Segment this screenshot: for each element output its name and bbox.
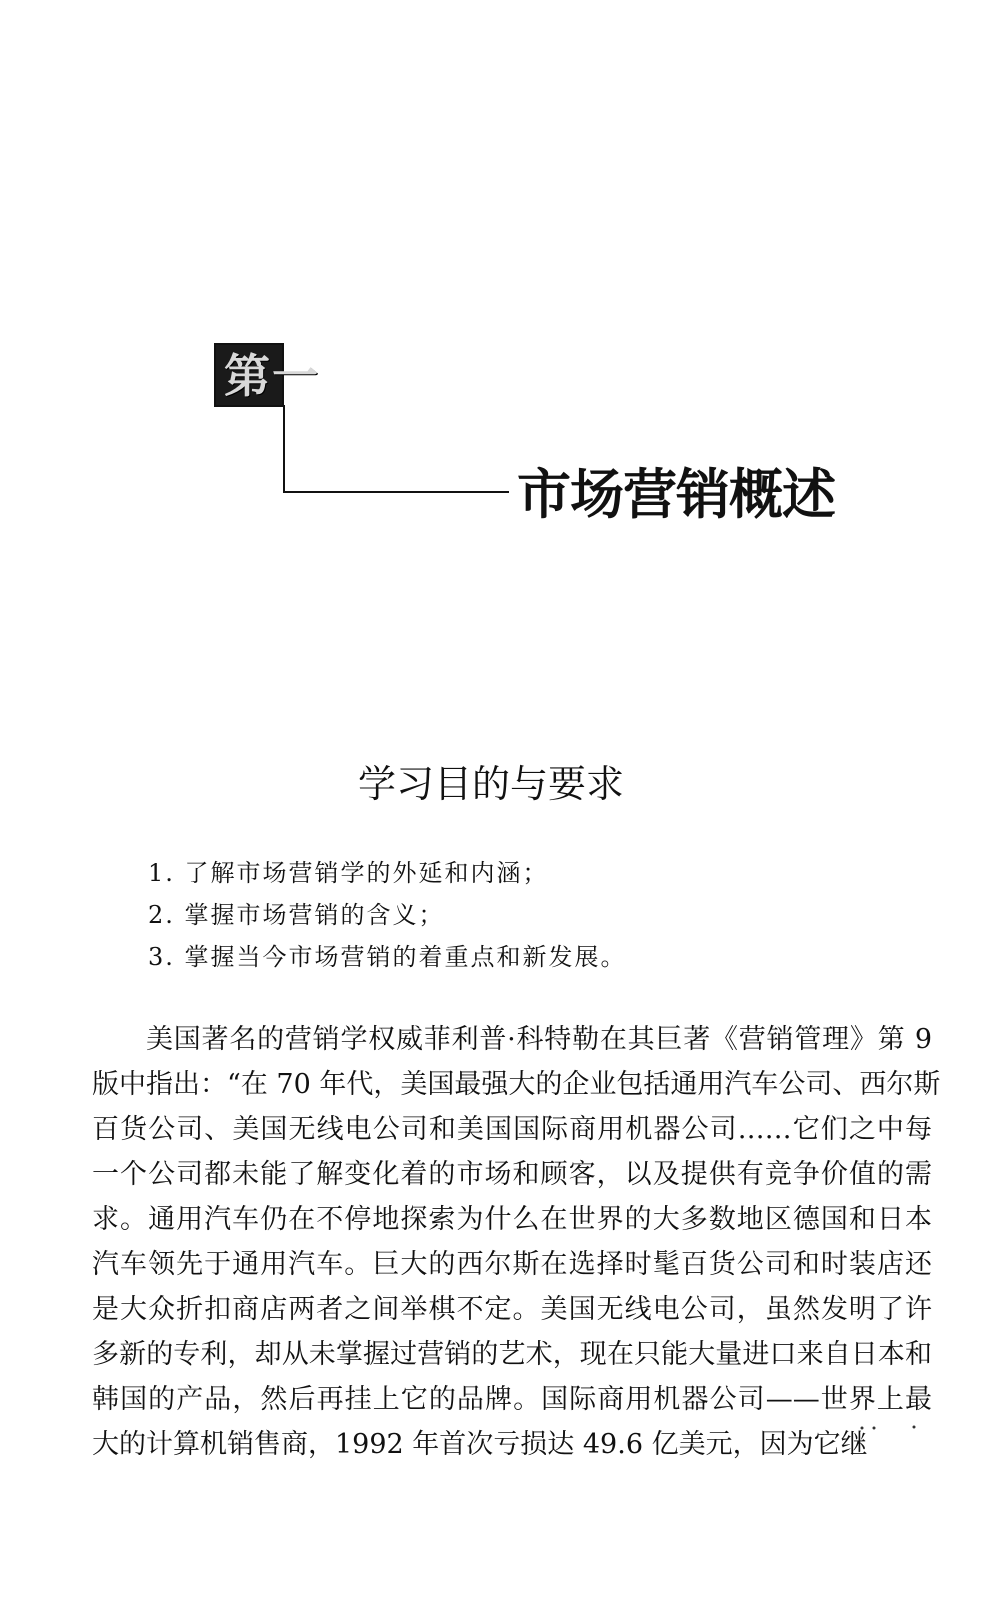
body-line: 一个公司都未能了解变化着的市场和顾客，以及提供有竞争价值的需 [92, 1159, 932, 1190]
objective-item-3: 3. 掌握当今市场营销的着重点和新发展。 [148, 943, 627, 971]
body-paragraph [92, 1017, 941, 1467]
objective-item-1: 1. 了解市场营销学的外延和内涵； [148, 859, 549, 887]
body-line: 版中指出：“在 70 年代，美国最强大的企业包括通用汽车公司、西尔斯 [92, 1069, 941, 1100]
body-line: 大的计算机销售商，1992 年首次亏损达 49.6 亿美元，因为它继 [92, 1429, 868, 1460]
chapter-badge [214, 343, 320, 407]
objectives-heading: 学习目的与要求 [357, 762, 624, 806]
body-line: 多新的专利，却从未掌握过营销的艺术，现在只能大量进口来自日本和 [92, 1339, 932, 1370]
body-line: 是大众折扣商店两者之间举棋不定。美国无线电公司，虽然发明了许 [92, 1294, 932, 1325]
chapter-badge-label: 第一 [224, 349, 320, 403]
body-line: 求。通用汽车仍在不停地探索为什么在世界的大多数地区德国和日本 [92, 1204, 932, 1235]
body-line: 美国著名的营销学权威菲利普·科特勒在其巨著《营销管理》第 9 [146, 1024, 932, 1055]
body-line: 韩国的产品，然后再挂上它的品牌。国际商用机器公司——世界上最 [92, 1384, 932, 1415]
scan-artifact-dots [858, 1424, 918, 1432]
chapter-title: 市场营销概述 [517, 462, 835, 526]
body-line: 汽车领先于通用汽车。巨大的西尔斯在选择时髦百货公司和时装店还 [92, 1249, 932, 1280]
chapter-connector-vertical [283, 405, 285, 493]
body-line: 百货公司、美国无线电公司和美国国际商用机器公司……它们之中每 [92, 1114, 932, 1145]
objective-item-2: 2. 掌握市场营销的含义； [148, 901, 445, 929]
chapter-connector-horizontal [283, 491, 509, 493]
